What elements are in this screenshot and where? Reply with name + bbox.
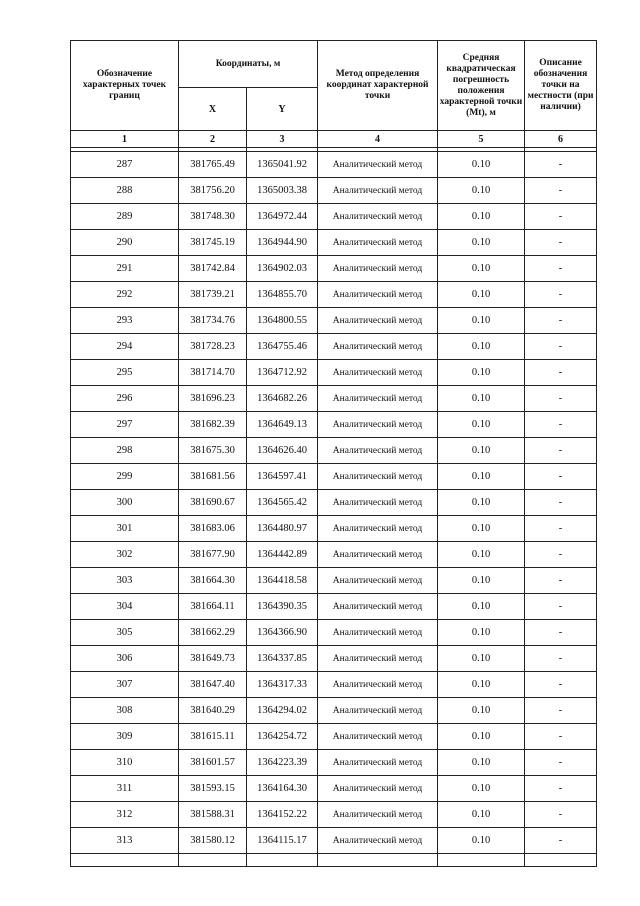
cell-coord-y: 1364152.22 (247, 802, 318, 828)
cell-mean-error: 0.10 (438, 620, 525, 646)
cell-mean-error: 0.10 (438, 178, 525, 204)
table-body (71, 152, 597, 867)
cell-point-number: 294 (71, 334, 179, 360)
empty-cell (71, 854, 179, 867)
cell-method: Аналитический метод (318, 464, 438, 490)
table-row (71, 464, 597, 490)
table-row (71, 698, 597, 724)
table-row (71, 334, 597, 360)
cell-description: - (525, 386, 597, 412)
cell-coord-x: 381739.21 (179, 282, 247, 308)
table-row (71, 776, 597, 802)
cell-coord-y: 1364115.17 (247, 828, 318, 854)
cell-coord-y: 1364442.89 (247, 542, 318, 568)
cell-point-number: 307 (71, 672, 179, 698)
table-row (71, 490, 597, 516)
cell-mean-error: 0.10 (438, 698, 525, 724)
cell-mean-error: 0.10 (438, 490, 525, 516)
cell-coord-x: 381615.11 (179, 724, 247, 750)
cell-point-number: 306 (71, 646, 179, 672)
empty-cell (525, 854, 597, 867)
cell-point-number: 298 (71, 438, 179, 464)
cell-mean-error: 0.10 (438, 542, 525, 568)
cell-mean-error: 0.10 (438, 204, 525, 230)
table-row (71, 672, 597, 698)
cell-description: - (525, 412, 597, 438)
table-header (71, 41, 597, 152)
cell-mean-error: 0.10 (438, 464, 525, 490)
table-row (71, 568, 597, 594)
cell-coord-y: 1365041.92 (247, 152, 318, 178)
cell-description: - (525, 490, 597, 516)
empty-cell (438, 854, 525, 867)
cell-description: - (525, 672, 597, 698)
cell-coord-y: 1364855.70 (247, 282, 318, 308)
cell-method: Аналитический метод (318, 152, 438, 178)
table-row (71, 438, 597, 464)
cell-method: Аналитический метод (318, 828, 438, 854)
cell-coord-y: 1364597.41 (247, 464, 318, 490)
cell-mean-error: 0.10 (438, 256, 525, 282)
column-number-1: 1 (71, 131, 179, 148)
cell-mean-error: 0.10 (438, 776, 525, 802)
cell-mean-error: 0.10 (438, 308, 525, 334)
header-method: Метод определения координат характерной точки (318, 41, 438, 131)
cell-description: - (525, 646, 597, 672)
cell-coord-x: 381690.67 (179, 490, 247, 516)
empty-cell (179, 854, 247, 867)
header-y: Y (247, 88, 318, 131)
cell-method: Аналитический метод (318, 620, 438, 646)
cell-coord-x: 381675.30 (179, 438, 247, 464)
header-coordinates: Координаты, м (179, 41, 318, 88)
cell-point-number: 312 (71, 802, 179, 828)
cell-coord-y: 1364337.85 (247, 646, 318, 672)
cell-point-number: 303 (71, 568, 179, 594)
cell-coord-x: 381748.30 (179, 204, 247, 230)
cell-method: Аналитический метод (318, 178, 438, 204)
cell-coord-y: 1364626.40 (247, 438, 318, 464)
cell-coord-x: 381588.31 (179, 802, 247, 828)
table-bottom-space (71, 854, 597, 867)
cell-coord-x: 381664.11 (179, 594, 247, 620)
cell-method: Аналитический метод (318, 282, 438, 308)
cell-coord-x: 381696.23 (179, 386, 247, 412)
cell-point-number: 313 (71, 828, 179, 854)
cell-description: - (525, 516, 597, 542)
cell-coord-y: 1365003.38 (247, 178, 318, 204)
cell-coord-x: 381714.70 (179, 360, 247, 386)
cell-coord-y: 1364480.97 (247, 516, 318, 542)
header-designation: Обозначение характерных точек границ (71, 41, 179, 131)
cell-mean-error: 0.10 (438, 386, 525, 412)
cell-coord-y: 1364972.44 (247, 204, 318, 230)
header-error: Средняя квадратическая погрешность положения характерной точки (Mt), м (438, 41, 525, 131)
cell-mean-error: 0.10 (438, 594, 525, 620)
cell-description: - (525, 204, 597, 230)
cell-method: Аналитический метод (318, 230, 438, 256)
cell-coord-y: 1364223.39 (247, 750, 318, 776)
cell-description: - (525, 282, 597, 308)
cell-description: - (525, 568, 597, 594)
cell-method: Аналитический метод (318, 256, 438, 282)
cell-description: - (525, 152, 597, 178)
table-row (71, 724, 597, 750)
cell-coord-y: 1364565.42 (247, 490, 318, 516)
cell-coord-x: 381742.84 (179, 256, 247, 282)
table-row (71, 282, 597, 308)
cell-coord-x: 381677.90 (179, 542, 247, 568)
cell-point-number: 295 (71, 360, 179, 386)
cell-description: - (525, 542, 597, 568)
column-number-5: 5 (438, 131, 525, 148)
cell-mean-error: 0.10 (438, 516, 525, 542)
cell-point-number: 289 (71, 204, 179, 230)
cell-method: Аналитический метод (318, 490, 438, 516)
cell-point-number: 297 (71, 412, 179, 438)
cell-description: - (525, 334, 597, 360)
cell-method: Аналитический метод (318, 646, 438, 672)
cell-mean-error: 0.10 (438, 334, 525, 360)
cell-point-number: 310 (71, 750, 179, 776)
table-row (71, 646, 597, 672)
cell-mean-error: 0.10 (438, 724, 525, 750)
cell-point-number: 300 (71, 490, 179, 516)
cell-coord-y: 1364254.72 (247, 724, 318, 750)
cell-method: Аналитический метод (318, 724, 438, 750)
cell-method: Аналитический метод (318, 308, 438, 334)
cell-method: Аналитический метод (318, 698, 438, 724)
cell-mean-error: 0.10 (438, 646, 525, 672)
cell-point-number: 305 (71, 620, 179, 646)
cell-mean-error: 0.10 (438, 412, 525, 438)
table-row (71, 230, 597, 256)
cell-mean-error: 0.10 (438, 802, 525, 828)
cell-coord-x: 381682.39 (179, 412, 247, 438)
cell-method: Аналитический метод (318, 334, 438, 360)
cell-point-number: 296 (71, 386, 179, 412)
cell-coord-x: 381601.57 (179, 750, 247, 776)
cell-coord-x: 381649.73 (179, 646, 247, 672)
cell-description: - (525, 360, 597, 386)
cell-point-number: 299 (71, 464, 179, 490)
header-x: X (179, 88, 247, 131)
cell-coord-x: 381683.06 (179, 516, 247, 542)
cell-coord-y: 1364418.58 (247, 568, 318, 594)
table-row (71, 802, 597, 828)
column-number-4: 4 (318, 131, 438, 148)
column-number-3: 3 (247, 131, 318, 148)
table-row (71, 542, 597, 568)
cell-coord-x: 381647.40 (179, 672, 247, 698)
cell-method: Аналитический метод (318, 204, 438, 230)
cell-description: - (525, 776, 597, 802)
cell-description: - (525, 438, 597, 464)
cell-point-number: 293 (71, 308, 179, 334)
cell-point-number: 301 (71, 516, 179, 542)
coordinates-table (70, 40, 597, 867)
cell-point-number: 309 (71, 724, 179, 750)
cell-coord-x: 381765.49 (179, 152, 247, 178)
cell-description: - (525, 230, 597, 256)
cell-coord-y: 1364755.46 (247, 334, 318, 360)
cell-point-number: 290 (71, 230, 179, 256)
cell-method: Аналитический метод (318, 750, 438, 776)
column-number-6: 6 (525, 131, 597, 148)
table-row (71, 620, 597, 646)
table-row (71, 308, 597, 334)
cell-point-number: 288 (71, 178, 179, 204)
cell-method: Аналитический метод (318, 802, 438, 828)
cell-coord-x: 381756.20 (179, 178, 247, 204)
table-row (71, 360, 597, 386)
cell-coord-y: 1364366.90 (247, 620, 318, 646)
cell-coord-y: 1364649.13 (247, 412, 318, 438)
cell-coord-y: 1364294.02 (247, 698, 318, 724)
cell-coord-y: 1364317.33 (247, 672, 318, 698)
cell-method: Аналитический метод (318, 776, 438, 802)
table-row (71, 256, 597, 282)
cell-description: - (525, 724, 597, 750)
cell-mean-error: 0.10 (438, 152, 525, 178)
cell-description: - (525, 750, 597, 776)
cell-mean-error: 0.10 (438, 438, 525, 464)
cell-coord-y: 1364800.55 (247, 308, 318, 334)
table-row (71, 828, 597, 854)
cell-point-number: 308 (71, 698, 179, 724)
cell-method: Аналитический метод (318, 672, 438, 698)
empty-cell (247, 854, 318, 867)
table-row (71, 178, 597, 204)
cell-description: - (525, 698, 597, 724)
table-row (71, 516, 597, 542)
cell-coord-x: 381728.23 (179, 334, 247, 360)
cell-coord-x: 381745.19 (179, 230, 247, 256)
cell-point-number: 311 (71, 776, 179, 802)
cell-point-number: 291 (71, 256, 179, 282)
table-row (71, 152, 597, 178)
cell-description: - (525, 828, 597, 854)
cell-method: Аналитический метод (318, 412, 438, 438)
cell-mean-error: 0.10 (438, 672, 525, 698)
empty-cell (318, 854, 438, 867)
cell-coord-y: 1364682.26 (247, 386, 318, 412)
table-row (71, 750, 597, 776)
cell-coord-y: 1364902.03 (247, 256, 318, 282)
cell-coord-x: 381640.29 (179, 698, 247, 724)
cell-point-number: 292 (71, 282, 179, 308)
table-row (71, 386, 597, 412)
cell-coord-y: 1364390.35 (247, 594, 318, 620)
column-number-2: 2 (179, 131, 247, 148)
cell-description: - (525, 464, 597, 490)
cell-coord-x: 381734.76 (179, 308, 247, 334)
cell-description: - (525, 308, 597, 334)
header-description: Описание обозначения точки на местности (при наличии) (525, 41, 597, 131)
table-row (71, 412, 597, 438)
cell-coord-x: 381580.12 (179, 828, 247, 854)
cell-coord-x: 381664.30 (179, 568, 247, 594)
cell-mean-error: 0.10 (438, 750, 525, 776)
cell-point-number: 302 (71, 542, 179, 568)
cell-description: - (525, 594, 597, 620)
cell-method: Аналитический метод (318, 386, 438, 412)
cell-coord-y: 1364712.92 (247, 360, 318, 386)
cell-method: Аналитический метод (318, 542, 438, 568)
cell-coord-y: 1364944.90 (247, 230, 318, 256)
cell-mean-error: 0.10 (438, 360, 525, 386)
cell-mean-error: 0.10 (438, 828, 525, 854)
cell-description: - (525, 256, 597, 282)
cell-mean-error: 0.10 (438, 230, 525, 256)
cell-method: Аналитический метод (318, 438, 438, 464)
cell-coord-x: 381662.29 (179, 620, 247, 646)
cell-coord-y: 1364164.30 (247, 776, 318, 802)
cell-coord-x: 381593.15 (179, 776, 247, 802)
table-row (71, 594, 597, 620)
table-row (71, 204, 597, 230)
cell-point-number: 304 (71, 594, 179, 620)
cell-description: - (525, 802, 597, 828)
cell-coord-x: 381681.56 (179, 464, 247, 490)
cell-description: - (525, 620, 597, 646)
cell-point-number: 287 (71, 152, 179, 178)
cell-method: Аналитический метод (318, 594, 438, 620)
cell-mean-error: 0.10 (438, 282, 525, 308)
cell-method: Аналитический метод (318, 360, 438, 386)
cell-method: Аналитический метод (318, 568, 438, 594)
cell-method: Аналитический метод (318, 516, 438, 542)
cell-description: - (525, 178, 597, 204)
cell-mean-error: 0.10 (438, 568, 525, 594)
